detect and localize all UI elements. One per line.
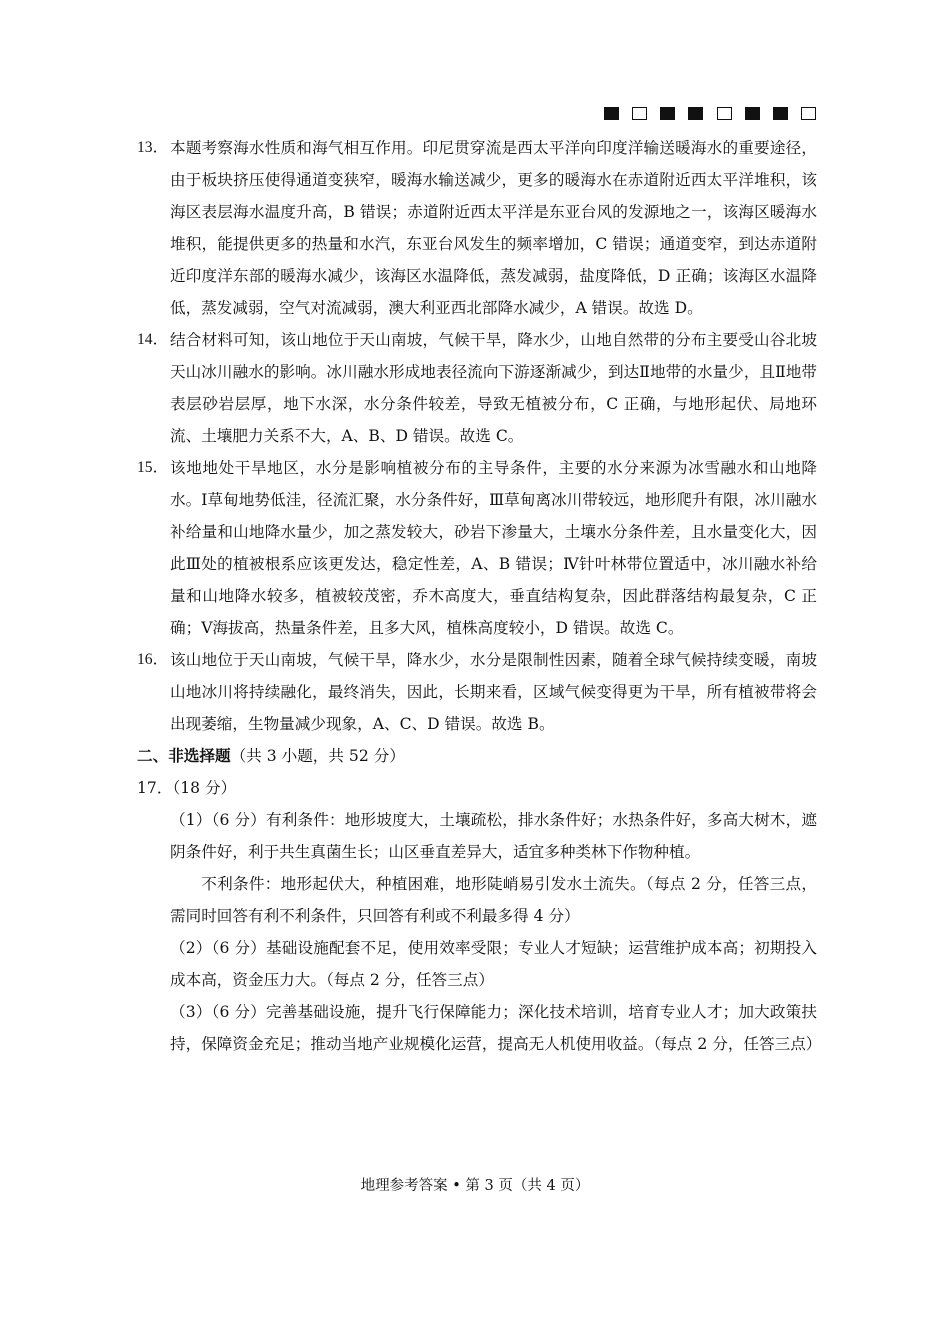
header-box — [632, 107, 647, 120]
header-box-strip — [604, 107, 816, 121]
answer-text: 本题考察海水性质和海气相互作用。印尼贯穿流是西太平洋向印度洋输送暖海水的重要途径，由于板块挤压使得通道变狭窄，暖海水输送减少，更多的暖海水在赤道附近西太平洋堆积，该海区表层海水温度升高，B 错误；赤道附近西太平洋是东亚台风的发源地之一，该海区暖海水堆积，能提供更多的热量和水汽，东亚台风发生的频率增加，C 错误；通道变窄，到达赤道附近印度洋东部的暖海水减少，该海区水温降低，蒸发减弱，盐度降低，D 正确；该海区水温降低，蒸发减弱，空气对流减弱，澳大利亚西北部降水减少，A 错误。故选 D。 — [170, 139, 817, 317]
header-box — [688, 107, 703, 120]
section-title: 二、非选择题 — [137, 746, 231, 765]
answer-13 — [137, 132, 817, 324]
answer-15 — [137, 452, 817, 644]
answer-16 — [137, 644, 817, 740]
answer-text: 结合材料可知，该山地位于天山南坡，气候干旱，降水少，山地自然带的分布主要受山谷北坡天山冰川融水的影响。冰川融水形成地表径流向下游逐渐减少，到达Ⅱ地带的水量少，且Ⅱ地带表层砂岩层厚，地下水深，水分条件较差，导致无植被分布，C 正确，与地形起伏、局地环流、土壤肥力关系不大，A、B、D 错误。故选 C。 — [170, 331, 817, 445]
header-box — [773, 107, 788, 120]
question-number: 13． — [137, 139, 169, 156]
header-box — [745, 107, 760, 120]
header-box — [604, 107, 619, 120]
question-number: 14． — [137, 331, 169, 348]
question-17-title: 17．（18 分） — [137, 779, 237, 797]
header-box — [660, 107, 675, 120]
q17-part2: （2）（6 分）基础设施配套不足，使用效率受限；专业人才短缺；运营维护成本高；初期投入成本高，资金压力大。（每点 2 分，任答三点） — [170, 939, 817, 989]
header-box — [717, 107, 732, 120]
question-number: 15． — [137, 459, 169, 476]
section-note: （共 3 小题，共 52 分） — [230, 747, 405, 765]
q17-part1: （1）（6 分）有利条件：地形坡度大，土壤疏松，排水条件好；水热条件好，多高大树木，遮阴条件好，利于共生真菌生长；山区垂直差异大，适宜多种类林下作物种植。 — [170, 811, 817, 861]
answer-text: 该山地位于天山南坡，气候干旱，降水少，水分是限制性因素，随着全球气候持续变暖，南坡山地冰川将持续融化，最终消失，因此，长期来看，区域气候变得更为干旱，所有植被带将会出现萎缩，生物量减少现象，A、C、D 错误。故选 B。 — [170, 651, 817, 733]
answer-14 — [137, 324, 817, 452]
q17-part1-unfavorable: 不利条件：地形起伏大，种植困难，地形陡峭易引发水土流失。（每点 2 分，任答三点，需同时回答有利不利条件，只回答有利或不利最多得 4 分） — [170, 875, 817, 925]
answer-content — [137, 132, 822, 1060]
header-box — [801, 107, 816, 120]
question-number: 16． — [137, 651, 169, 668]
section-heading — [137, 740, 817, 772]
answer-text: 该地地处干旱地区，水分是影响植被分布的主导条件，主要的水分来源为冰雪融水和山地降水。Ⅰ草甸地势低洼，径流汇聚，水分条件好，Ⅲ草甸离冰川带较远，地形爬升有限，冰川融水补给量和山地降水量少，加之蒸发较大，砂岩下渗量大，土壤水分条件差，且水量变化大，因此Ⅲ处的植被根系应该更发达，稳定性差，A、B 错误；Ⅳ针叶林带位置适中，冰川融水补给量和山地降水较多，植被较茂密，乔木高度大，垂直结构复杂，因此群落结构最复杂，C 正确；Ⅴ海拔高，热量条件差，且多大风，植株高度较小，D 错误。故选 C。 — [170, 459, 817, 637]
q17-part3: （3）（6 分）完善基础设施，提升飞行保障能力；深化技术培训，培育专业人才；加大政策扶持，保障资金充足；推动当地产业规模化运营，提高无人机使用收益。（每点 2 分，任答三点） — [170, 1003, 822, 1053]
page-footer: 地理参考答案 • 第 3 页（共 4 页） — [360, 1178, 590, 1194]
